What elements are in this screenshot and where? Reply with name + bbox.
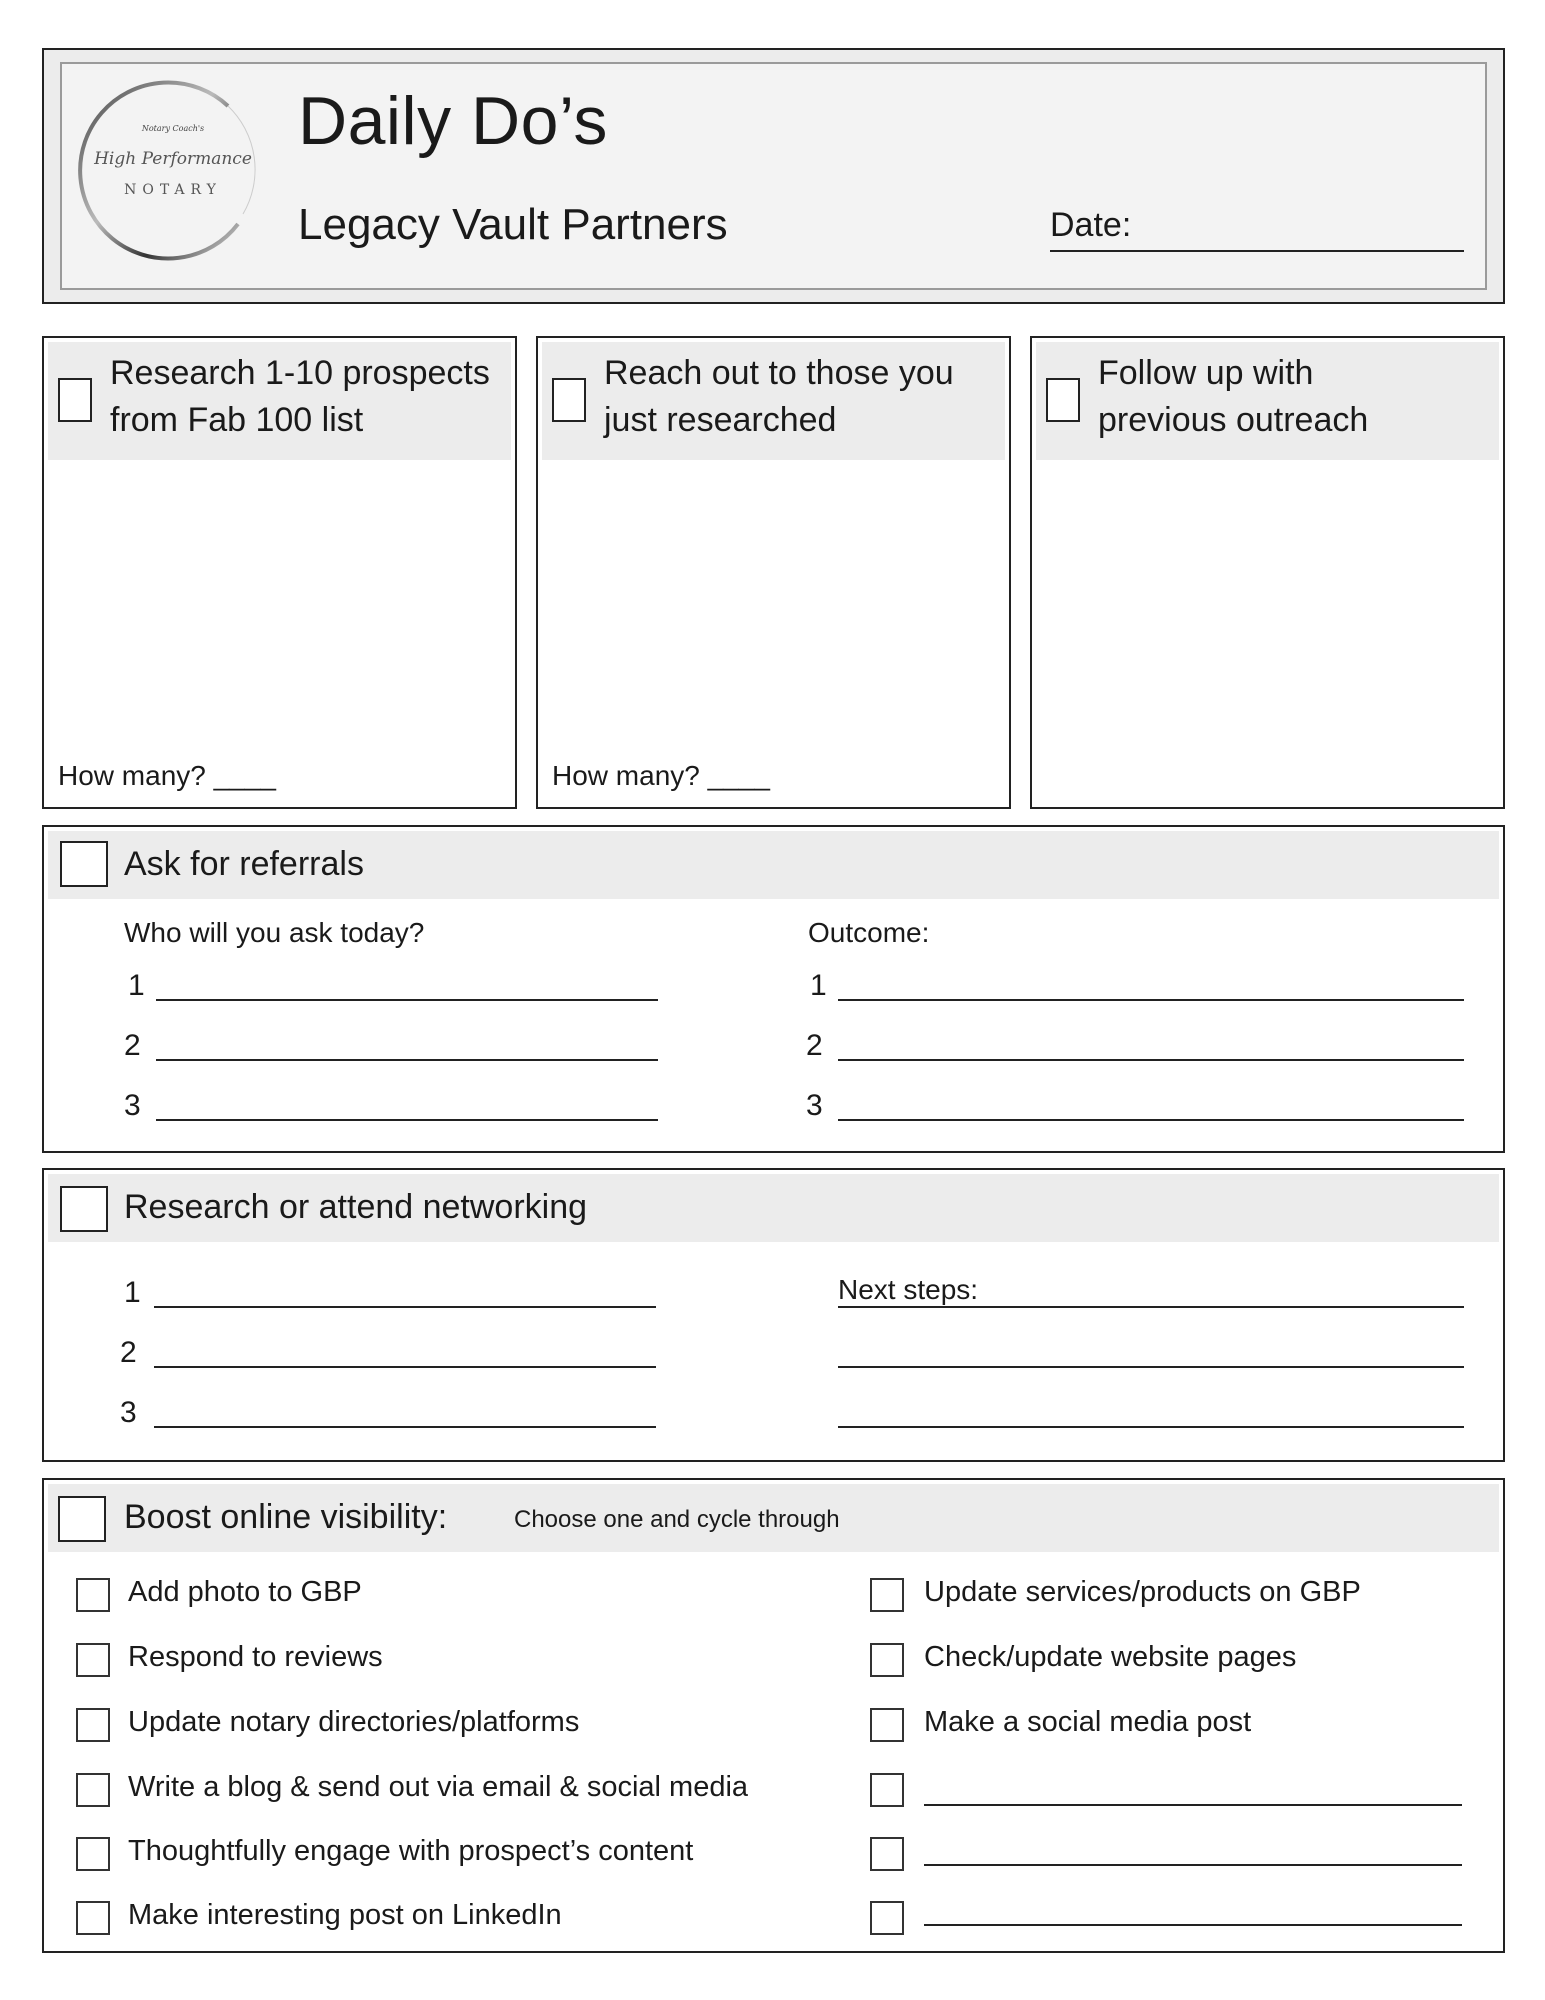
date-field[interactable] — [1050, 250, 1464, 252]
item-checkbox[interactable] — [870, 1901, 904, 1935]
task-card-reach-out — [536, 336, 1011, 809]
referral-name-field[interactable] — [156, 1059, 658, 1061]
card-title-line: Follow up with — [1098, 354, 1314, 392]
visibility-item: Make interesting post on LinkedIn — [128, 1899, 562, 1931]
notary-logo — [78, 74, 268, 264]
card-title-line: previous outreach — [1098, 401, 1369, 439]
visibility-item: Add photo to GBP — [128, 1576, 362, 1608]
visibility-item: Update notary directories/platforms — [128, 1706, 580, 1738]
visibility-item: Make a social media post — [924, 1706, 1252, 1738]
item-checkbox[interactable] — [870, 1773, 904, 1807]
card-title-line: from Fab 100 list — [110, 401, 364, 439]
custom-item-field[interactable] — [924, 1864, 1462, 1866]
logo-script-text: High Performance — [94, 149, 252, 169]
networking-event-field[interactable] — [154, 1306, 656, 1308]
referrals-section — [42, 825, 1505, 1153]
how-many-field[interactable]: How many? ____ — [58, 760, 276, 791]
card-title — [1098, 350, 1368, 444]
row-number: 2 — [120, 1336, 137, 1369]
item-checkbox[interactable] — [76, 1773, 110, 1807]
networking-checkbox[interactable] — [60, 1186, 108, 1232]
networking-section — [42, 1168, 1505, 1462]
date-label: Date: — [1050, 206, 1132, 244]
referral-outcome-field[interactable] — [838, 1059, 1464, 1061]
task-card-research — [42, 336, 517, 809]
card-title-line: Reach out to those you — [604, 354, 954, 392]
row-number: 3 — [124, 1089, 141, 1122]
task-checkbox[interactable] — [1046, 378, 1080, 422]
row-number: 1 — [124, 1276, 141, 1309]
visibility-item: Check/update website pages — [924, 1641, 1297, 1673]
section-subtitle: Choose one and cycle through — [514, 1506, 840, 1533]
section-title: Boost online visibility: — [124, 1498, 448, 1536]
section-title: Ask for referrals — [124, 845, 364, 883]
item-checkbox[interactable] — [76, 1578, 110, 1612]
row-number: 3 — [806, 1089, 823, 1122]
visibility-section — [42, 1478, 1505, 1953]
logo-top-text: Notary Coach's — [141, 124, 205, 133]
next-steps-field[interactable] — [838, 1306, 1464, 1308]
card-title — [604, 350, 954, 444]
item-checkbox[interactable] — [870, 1643, 904, 1677]
header-panel — [60, 62, 1487, 290]
referral-outcome-field[interactable] — [838, 1119, 1464, 1121]
next-steps-field[interactable] — [838, 1426, 1464, 1428]
item-checkbox[interactable] — [76, 1643, 110, 1677]
row-number: 3 — [120, 1396, 137, 1429]
item-checkbox[interactable] — [76, 1708, 110, 1742]
page-title: Daily Do’s — [298, 83, 608, 159]
logo-bottom-text: NOTARY — [124, 182, 222, 198]
networking-event-field[interactable] — [154, 1426, 656, 1428]
card-title-line: Research 1-10 prospects — [110, 354, 490, 392]
referrals-checkbox[interactable] — [60, 841, 108, 887]
referral-name-field[interactable] — [156, 1119, 658, 1121]
section-title: Research or attend networking — [124, 1188, 588, 1226]
logo-ring-icon — [78, 74, 268, 264]
item-checkbox[interactable] — [870, 1578, 904, 1612]
row-number: 2 — [124, 1029, 141, 1062]
task-checkbox[interactable] — [552, 378, 586, 422]
visibility-item: Update services/products on GBP — [924, 1576, 1361, 1608]
task-card-follow-up — [1030, 336, 1505, 809]
item-checkbox[interactable] — [870, 1837, 904, 1871]
networking-event-field[interactable] — [154, 1366, 656, 1368]
who-label: Who will you ask today? — [124, 917, 425, 948]
task-checkbox[interactable] — [58, 378, 92, 422]
next-steps-field[interactable] — [838, 1366, 1464, 1368]
row-number: 1 — [128, 969, 145, 1002]
referral-outcome-field[interactable] — [838, 999, 1464, 1001]
visibility-item: Respond to reviews — [128, 1641, 383, 1673]
visibility-checkbox[interactable] — [58, 1496, 106, 1542]
item-checkbox[interactable] — [76, 1837, 110, 1871]
custom-item-field[interactable] — [924, 1804, 1462, 1806]
card-title — [110, 350, 490, 444]
outcome-label: Outcome: — [808, 917, 930, 948]
item-checkbox[interactable] — [76, 1901, 110, 1935]
visibility-item: Thoughtfully engage with prospect’s content — [128, 1835, 694, 1867]
card-title-line: just researched — [604, 401, 837, 439]
custom-item-field[interactable] — [924, 1924, 1462, 1926]
how-many-field[interactable]: How many? ____ — [552, 760, 770, 791]
visibility-item: Write a blog & send out via email & social media — [128, 1771, 749, 1803]
referral-name-field[interactable] — [156, 999, 658, 1001]
row-number: 1 — [810, 969, 827, 1002]
item-checkbox[interactable] — [870, 1708, 904, 1742]
business-name: Legacy Vault Partners — [298, 200, 728, 249]
next-steps-label: Next steps: — [838, 1274, 979, 1305]
row-number: 2 — [806, 1029, 823, 1062]
